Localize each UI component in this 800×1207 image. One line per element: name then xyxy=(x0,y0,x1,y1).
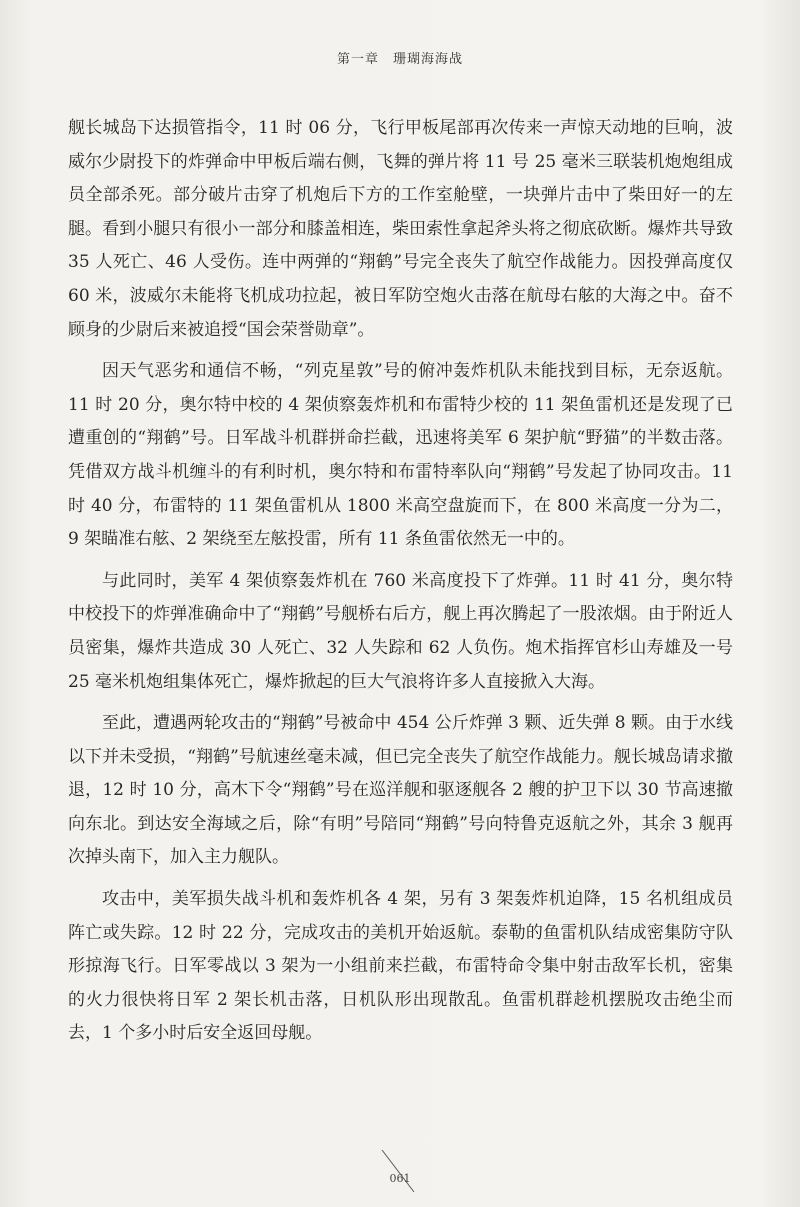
paragraph-2: 因天气恶劣和通信不畅，“列克星敦”号的俯冲轰炸机队未能找到目标，无奈返航。11 时 20 分，奥尔特中校的 4 架侦察轰炸机和布雷特少校的 11 架鱼雷机还是发现了已遭重创的“翔鹤”号。日军战斗机群拼命拦截，迅速将美军 6 架护航“野猫”的半数击落。凭借双方战斗机缠斗的有利时机，奥尔特和布雷特率队向“翔鹤”号发起了协同攻击。11 时 40 分，布雷特的 11 架鱼雷机从 1800 米高空盘旋而下，在 800 米高度一分为二，9 架瞄准右舷、2 架绕至左舷投雷，所有 11 条鱼雷依然无一中的。 xyxy=(68,361,733,550)
page-number-ornament xyxy=(380,1148,416,1194)
page-number: 061 xyxy=(389,1172,411,1185)
paragraph-4: 至此，遭遇两轮攻击的“翔鹤”号被命中 454 公斤炸弹 3 颗、近失弹 8 颗。由于水线以下并未受损，“翔鹤”号航速丝毫未减，但已完全丧失了航空作战能力。舰长城岛请求撤退，12 时 10 分，高木下令“翔鹤”号在巡洋舰和驱逐舰各 2 艘的护卫下以 30 节高速撤向东北。到达安全海域之后，除“有明”号陪同“翔鹤”号向特鲁克返航之外，其余 3 舰再次掉头南下，加入主力舰队。 xyxy=(68,713,733,868)
body-text xyxy=(68,112,733,1059)
paragraph-3: 与此同时，美军 4 架侦察轰炸机在 760 米高度投下了炸弹。11 时 41 分，奥尔特中校投下的炸弹准确命中了“翔鹤”号舰桥右后方，舰上再次腾起了一股浓烟。由于附近人员密集，爆炸共造成 30 人死亡、32 人失踪和 62 人负伤。炮术指挥官杉山寿雄及一号 25 毫米机炮组集体死亡，爆炸掀起的巨大气浪将许多人直接掀入大海。 xyxy=(68,570,733,692)
paragraph-1: 舰长城岛下达损管指令，11 时 06 分，飞行甲板尾部再次传来一声惊天动地的巨响，波威尔少尉投下的炸弹命中甲板后端右侧，飞舞的弹片将 11 号 25 毫米三联装机炮炮组成员全部杀死。部分破片击穿了机炮后下方的工作室舱壁，一块弹片击中了柴田好一的左腿。看到小腿只有很小一部分和膝盖相连，柴田索性拿起斧头将之彻底砍断。爆炸共导致 35 人死亡、46 人受伤。连中两弹的“翔鹤”号完全丧失了航空作战能力。因投弹高度仅 60 米，波威尔未能将飞机成功拉起，被日军防空炮火击落在航母右舷的大海之中。奋不顾身的少尉后来被追授“国会荣誉勋章”。 xyxy=(68,118,733,340)
running-header: 第一章 珊瑚海海战 xyxy=(336,52,463,67)
paragraph-5: 攻击中，美军损失战斗机和轰炸机各 4 架，另有 3 架轰炸机迫降，15 名机组成员阵亡或失踪。12 时 22 分，完成攻击的美机开始返航。泰勒的鱼雷机队结成密集防守队形掠海飞行。日军零战以 3 架为一小组前来拦截，布雷特命令集中射击敌军长机，密集的火力很快将日军 2 架长机击落，日机队形出现散乱。鱼雷机群趁机摆脱攻击绝尘而去，1 个多小时后安全返回母舰。 xyxy=(68,889,733,1044)
